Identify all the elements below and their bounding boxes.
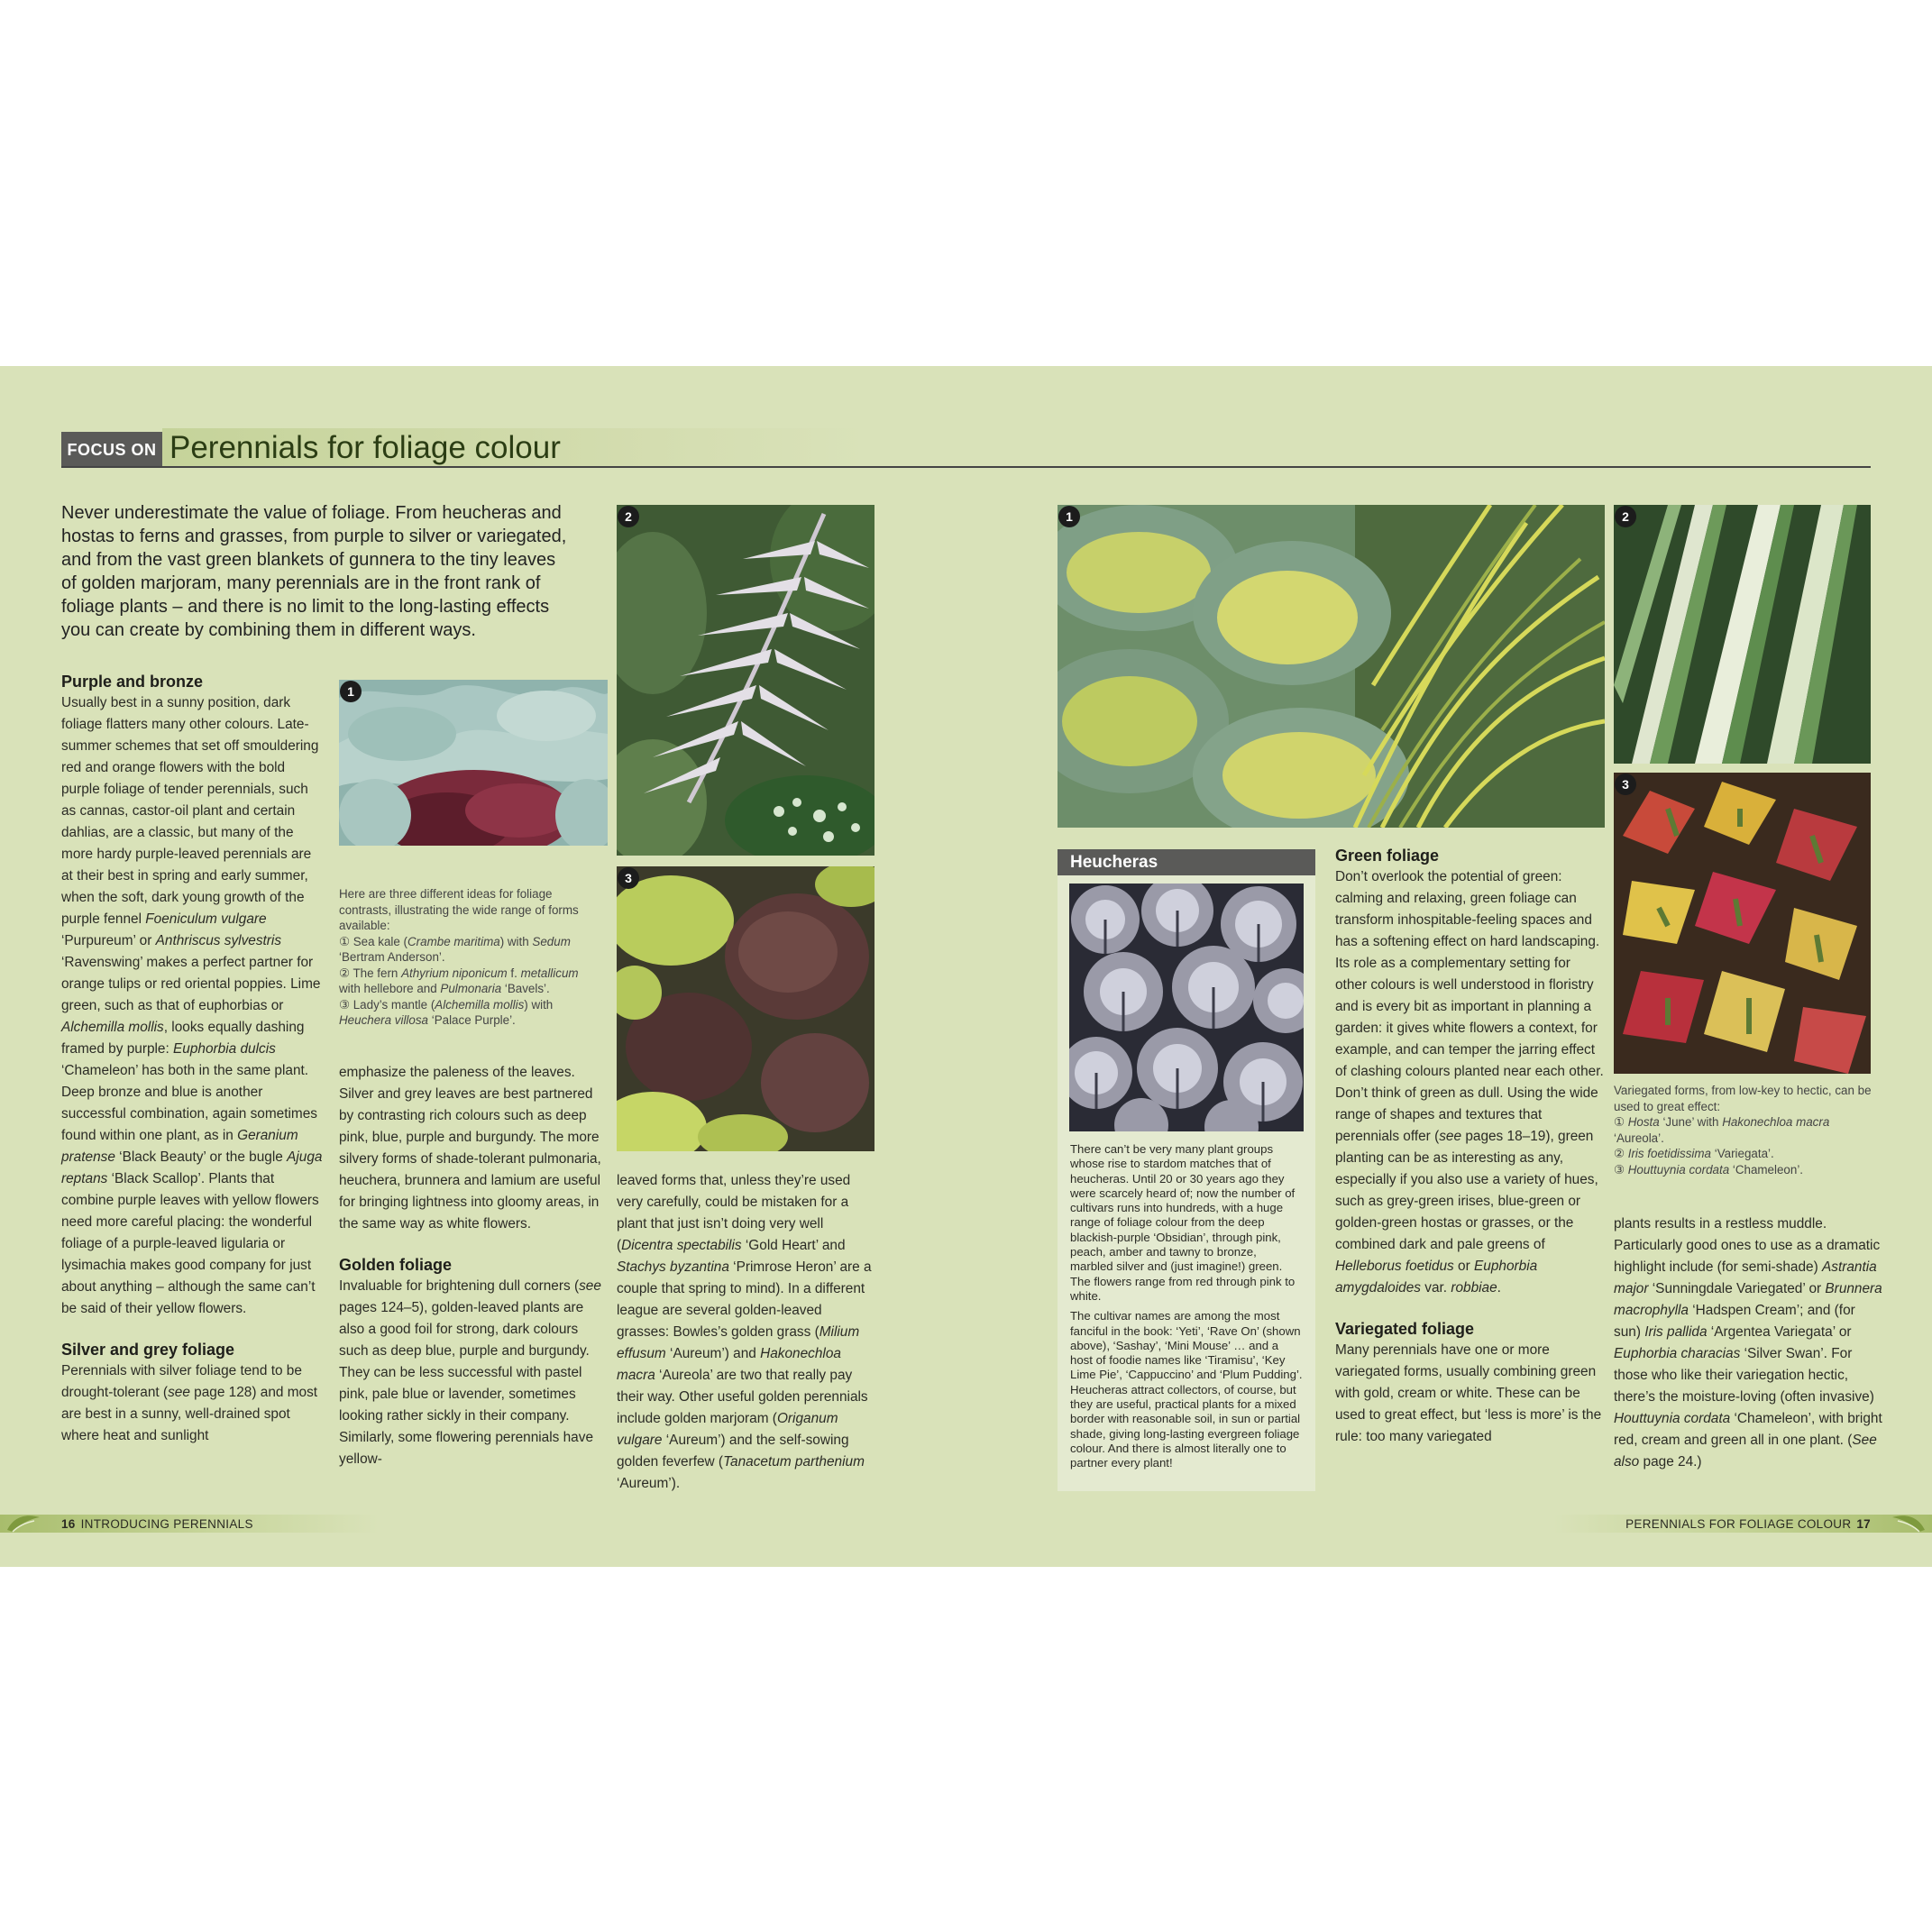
- photo-fern: [617, 505, 874, 856]
- heading-purple-bronze: Purple and bronze: [61, 673, 204, 691]
- photo-alchemilla-heuchera: [617, 866, 874, 1151]
- footer-right: [1625, 1514, 1871, 1534]
- focus-on-tag: FOCUS ON: [61, 432, 162, 468]
- heading-green: Green foliage: [1335, 847, 1440, 865]
- photo-houttuynia: [1614, 773, 1871, 1074]
- photo-number-2-left: 2: [618, 506, 639, 527]
- running-head-right: PERENNIALS FOR FOLIAGE COLOUR: [1625, 1516, 1852, 1531]
- leaf-flourish-icon: [4, 1512, 43, 1535]
- left-caption-intro: Here are three different ideas for foliage contrasts, illustrating the wide range of forms available:: [339, 887, 579, 932]
- left-caption-item-3: ③ Lady’s mantle (Alchemilla mollis) with Heuchera villosa ‘Palace Purple’.: [339, 997, 554, 1027]
- variegated-text: Many perennials have one or more variegated forms, usually combining green with gold, cream or white. These can be used to great effect, but ‘less is more’ is the rule: too many variegated: [1335, 1342, 1602, 1444]
- column-2: [339, 1062, 606, 1470]
- page-title: Perennials for foliage colour: [169, 430, 561, 465]
- photo-number-1-left: 1: [340, 681, 362, 702]
- right-caption: [1614, 1083, 1875, 1177]
- silver-grey-text: Perennials with silver foliage tend to be drought-tolerant (see page 128) and most are best in a sunny, well-drained spot where heat and sunlight: [61, 1363, 318, 1443]
- photo-iris: [1614, 505, 1871, 764]
- photo-heuchera: [1069, 884, 1304, 1131]
- column-1: [61, 671, 323, 1447]
- page-number-right: 17: [1856, 1516, 1871, 1531]
- photo-number-3-right: 3: [1615, 774, 1636, 795]
- left-caption-item-2: ② The fern Athyrium niponicum f. metallicum with hellebore and Pulmonaria ‘Bavels’.: [339, 966, 579, 995]
- left-caption: [339, 886, 600, 1029]
- right-caption-item-3: ③ Houttuynia cordata ‘Chameleon’.: [1614, 1162, 1804, 1177]
- footer-left: [61, 1514, 253, 1534]
- heading-golden: Golden foliage: [339, 1256, 453, 1274]
- running-head-left: INTRODUCING PERENNIALS: [80, 1516, 253, 1531]
- right-caption-item-1: ① Hosta ‘June’ with Hakonechloa macra ‘Aureola’.: [1614, 1115, 1830, 1145]
- photo-hosta-hakonechloa: [1058, 505, 1605, 828]
- column-3: [617, 1170, 878, 1495]
- green-text: Don’t overlook the potential of green: calming and relaxing, green foliage can transform inhospitable-feeling spaces and has a softening effect on hard landscaping. Its role as a complementary setting for other colours is well understood in floristry and is every bit as important in planning a garden: it gives white flowers a context, for example, and can temper the jarring effect of clashing colours planted near each other. Don’t think of green as dull. Using the wide range of shapes and textures that perennials offer (see pages 18–19), green planting can be as interesting as any, especially if you also use a variety of hues, such as grey-green irises, blue-green or golden-green hostas or grasses, or the combined dark and pale greens of Helleborus foetidus or Euphorbia amygdaloides var. robbiae.: [1335, 869, 1604, 1296]
- photo-number-1-right: 1: [1058, 506, 1080, 527]
- intro-paragraph: Never underestimate the value of foliage. From heucheras and hostas to ferns and grasses, from purple to silver or variegated, and from the vast green blankets of gunnera to the tiny leaves of golden marjoram, many perennials are in the front rank of foliage plants – and there is no limit to the long-lasting effects you can create by combining them in different ways.: [61, 503, 567, 640]
- page-number-left: 16: [61, 1516, 76, 1531]
- heucheras-para-1: There can’t be very many plant groups whose rise to stardom matches that of heucheras. Until 20 or 30 years ago they were scarcely heard of; now the number of cultivars runs into hundreds, with a huge range of foliage colour from the deep blackish-purple ‘Obsidian’, through pink, peach, amber and tawny to bronze, marbled silver and (just imagine!) green. The flowers range from red through pink to white.: [1070, 1142, 1296, 1303]
- right-caption-intro: Variegated forms, from low-key to hectic, can be used to great effect:: [1614, 1084, 1872, 1113]
- title-rule: [61, 466, 1871, 468]
- photo-sea-kale-sedum: [339, 680, 608, 846]
- right-caption-item-2: ② Iris foetidissima ‘Variegata’.: [1614, 1147, 1774, 1160]
- photo-number-3-left: 3: [618, 867, 639, 889]
- silver-grey-text-cont: emphasize the paleness of the leaves. Silver and grey leaves are best partnered by contrasting rich colours such as deep pink, blue, purple and burgundy. The more silvery forms of shade-tolerant pulmonaria, heuchera, brunnera and lamium are useful for bringing lightness into gloomy areas, in the same way as white flowers.: [339, 1065, 601, 1232]
- heucheras-para-2: The cultivar names are among the most fanciful in the book: ‘Yeti’, ‘Rave On’ (shown above), ‘Sashay’, ‘Mini Mouse’ … and a host of foodie names like ‘Tiramisu’, ‘Key Lime Pie’, ‘Cappuccino’ and ‘Plum Pudding’. Heucheras attract collectors, of course, but they are useful, practical plants for a mixed border with reasonable soil, in sun or partial shade, giving long-lasting evergreen foliage colour. And there is almost literally one to partner every plant!: [1070, 1309, 1303, 1470]
- left-caption-item-1: ① Sea kale (Crambe maritima) with Sedum ‘Bertram Anderson’.: [339, 934, 571, 964]
- photo-number-2-right: 2: [1615, 506, 1636, 527]
- column-green: [1335, 845, 1606, 1448]
- heucheras-heading: Heucheras: [1058, 849, 1315, 875]
- leaf-flourish-icon: [1889, 1512, 1928, 1535]
- golden-text-cont: leaved forms that, unless they’re used very carefully, could be mistaken for a plant that just isn’t doing very well (Dicentra spectabilis ‘Gold Heart’ and Stachys byzantina ‘Primrose Heron’ are a couple that spring to mind). In a different league are several golden-leaved grasses: Bowles’s golden grass (Milium effusum ‘Aureum’) and Hakonechloa macra ‘Aureola’ are two that really pay their way. Other useful golden perennials include golden marjoram (Origanum vulgare ‘Aureum’) and the self-sowing golden feverfew (Tanacetum parthenium ‘Aureum’).: [617, 1173, 872, 1491]
- heading-silver-grey: Silver and grey foliage: [61, 1341, 235, 1359]
- heading-variegated: Variegated foliage: [1335, 1320, 1475, 1338]
- purple-bronze-text: Usually best in a sunny position, dark foliage flatters many other colours. Late-summer schemes that set off smouldering red and orange flowers with the bold purple foliage of tender perennials, such as cannas, castor-oil plant and certain dahlias, are a classic, but many of the more hardy purple-leaved perennials are at their best in spring and early summer, when the soft, dark young growth of the purple fennel Foeniculum vulgare ‘Purpureum’ or Anthriscus sylvestris ‘Ravenswing’ makes a perfect partner for orange tulips or red oriental poppies. Lime green, such as that of euphorbias or Alchemilla mollis, looks equally dashing framed by purple: Euphorbia dulcis ‘Chameleon’ has both in the same plant. Deep bronze and blue is another successful combination, again sometimes found within one plant, as in Geranium pratense ‘Black Beauty’ or the bugle Ajuga reptans ‘Black Scallop’. Plants that combine purple leaves with yellow flowers need more careful placing: the wonderful foliage of a purple-leaved ligularia or lysimachia makes good company for just about anything – although the same can’t be said of their yellow flowers.: [61, 695, 323, 1316]
- variegated-text-cont: plants results in a restless muddle. Particularly good ones to use as a dramatic highlight include (for semi-shade) Astrantia major ‘Sunningdale Variegated’ or Brunnera macrophylla ‘Hadspen Cream’; and (for sun) Iris pallida ‘Argentea Variegata’ or Euphorbia characias ‘Silver Swan’. For those who like their variegation hectic, there’s the moisture-loving (often invasive) Houttuynia cordata ‘Chameleon’, with bright red, cream and green all in one plant. (See also page 24.): [1614, 1216, 1882, 1470]
- column-variegated-cont: [1614, 1213, 1884, 1473]
- golden-text: Invaluable for brightening dull corners (see pages 124–5), golden-leaved plants are also a good foil for strong, dark colours such as deep blue, purple and burgundy. They can be less successful with pastel pink, pale blue or lavender, sometimes looking rather sickly in their company. Similarly, some flowering perennials have yellow-: [339, 1278, 601, 1467]
- heucheras-text: [1070, 1142, 1303, 1471]
